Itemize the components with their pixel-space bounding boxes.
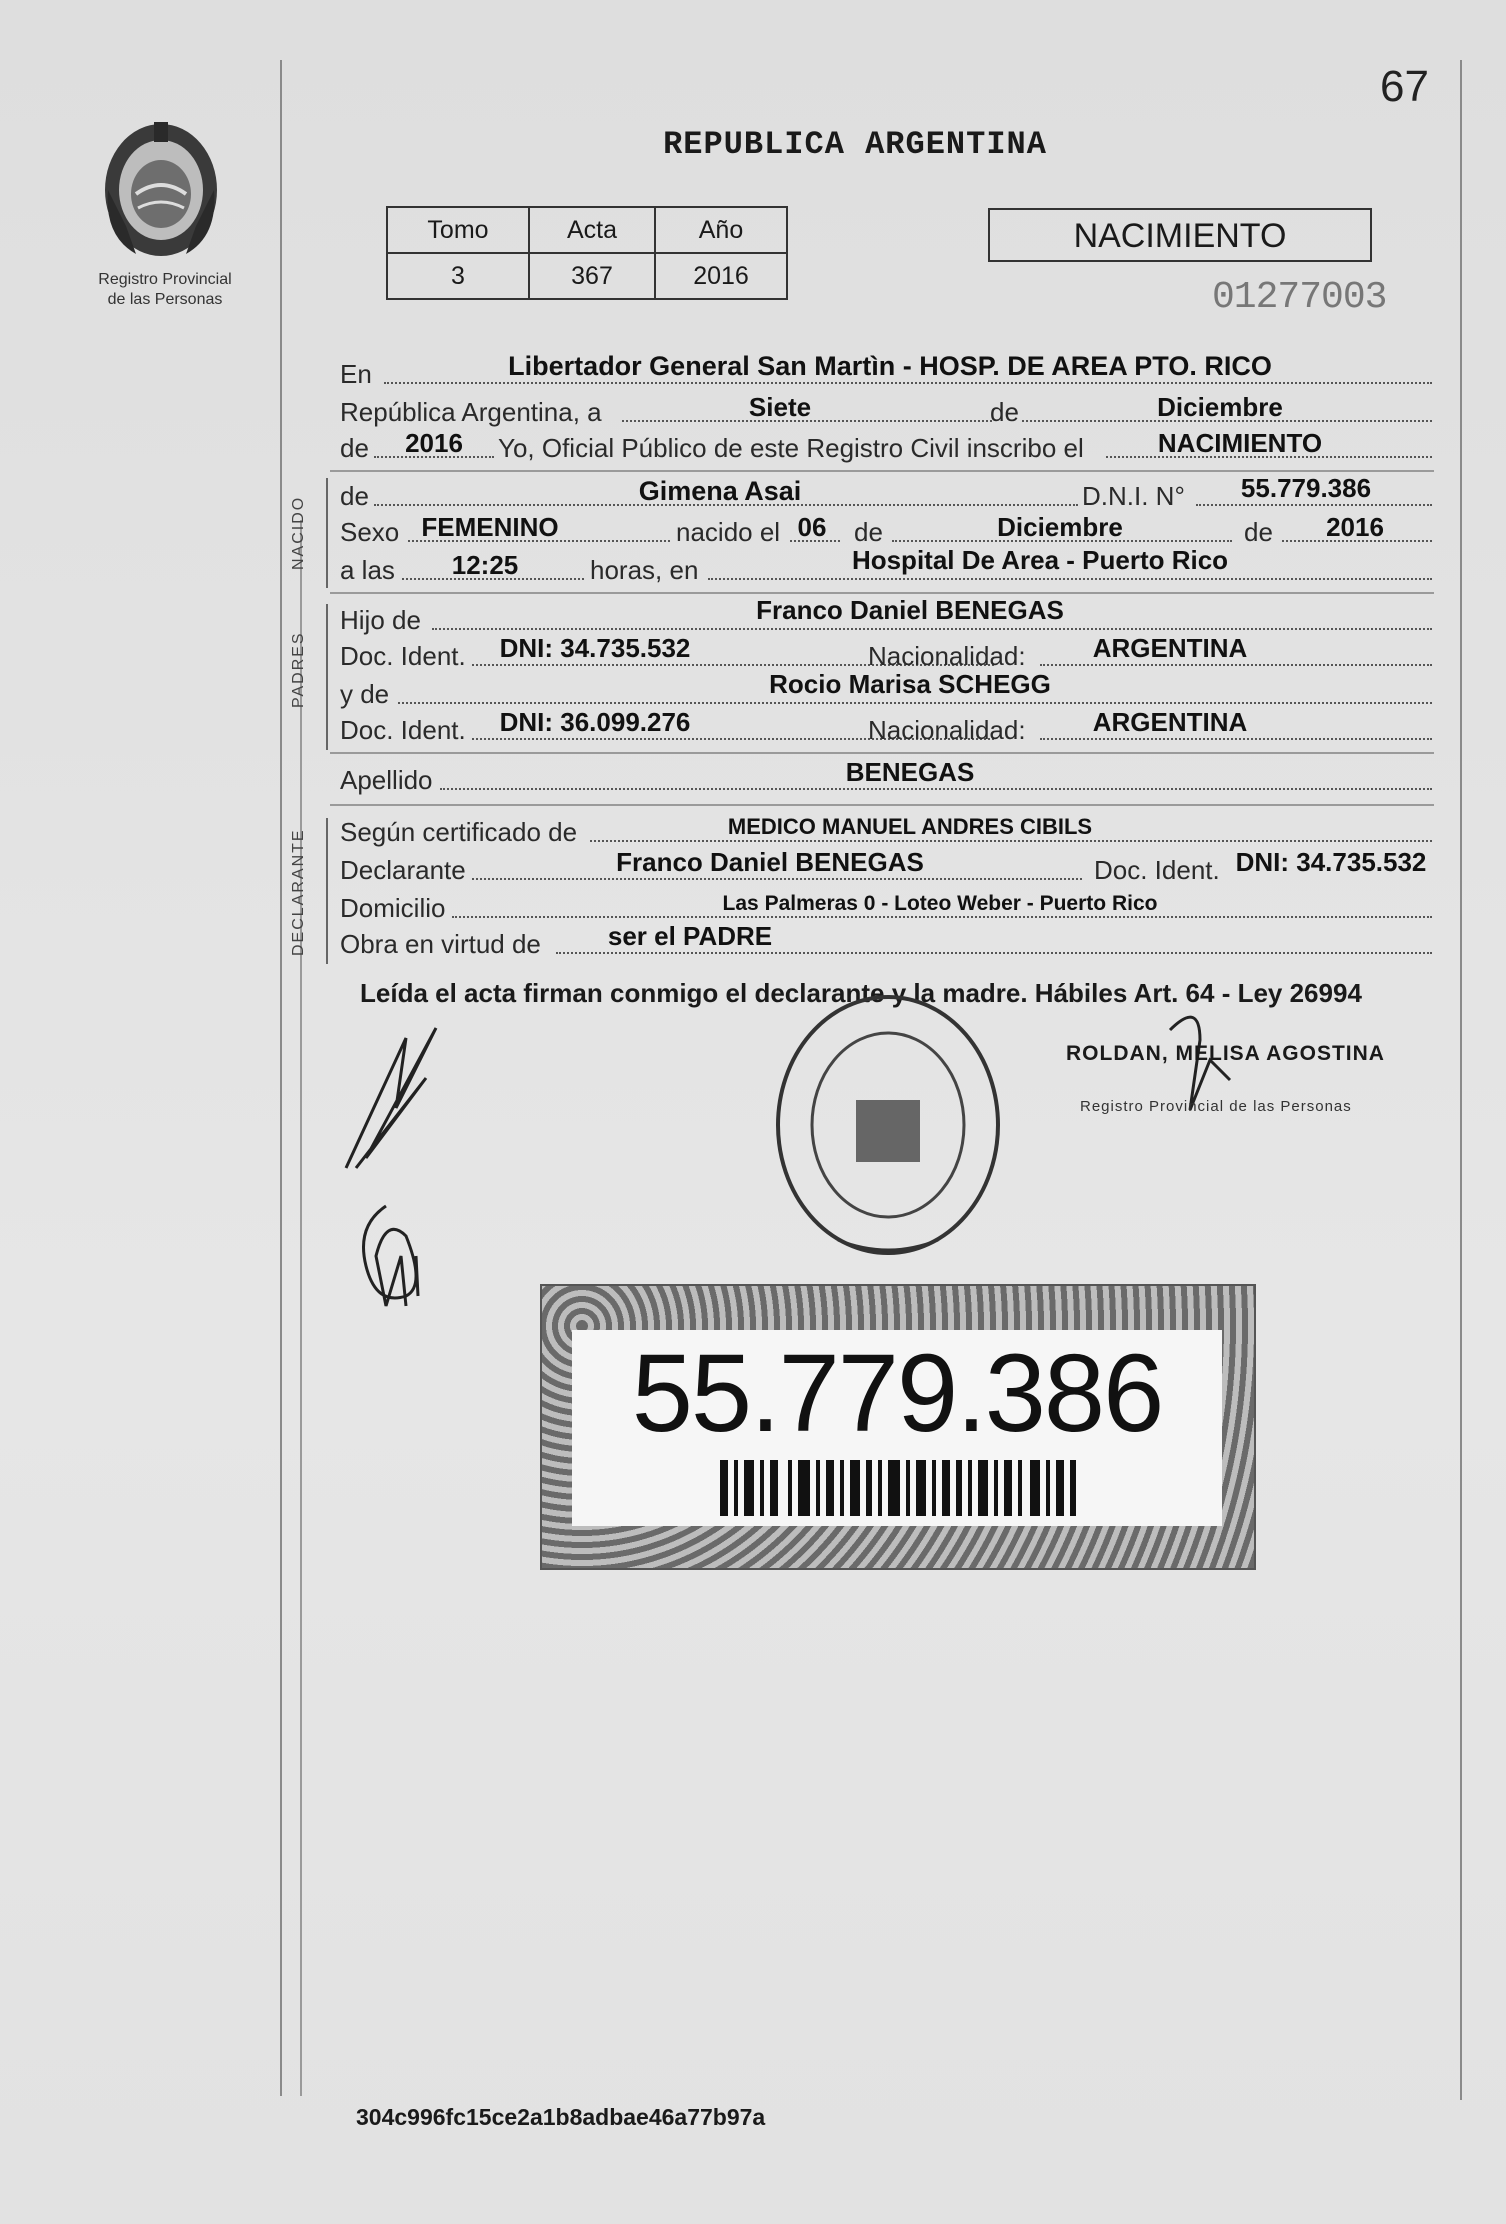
label-obra: Obra en virtud de [340, 929, 541, 959]
value-birth-year: 2016 [1326, 512, 1384, 542]
value-child-name: Gimena Asai [638, 476, 802, 506]
value-mother-name: Rocio Marisa SCHEGG [769, 669, 1051, 699]
value-place: Libertador General San Martìn - HOSP. DE AREA PTO. RICO [508, 351, 1272, 381]
label-republica: República Argentina, a [340, 397, 602, 427]
official-office: Registro Provincial de las Personas [1080, 1098, 1352, 1115]
inner-margin-line [300, 520, 302, 2096]
label-y-de: y de [340, 679, 390, 709]
section-label-padres: PADRES [290, 631, 307, 708]
record-type-rule [988, 260, 1370, 262]
acta-table-value-row [387, 253, 787, 299]
value-mother-nationality: ARGENTINA [1092, 707, 1248, 737]
row-certificado [340, 814, 1432, 848]
declarant-signature-icon [336, 1018, 466, 1178]
closing-statement: Leída el acta firman conmigo el declarante y la madre. Hábiles Art. 64 - Ley 26994 [360, 978, 1362, 1008]
label-de-name: de [340, 481, 369, 511]
label-doc-ident: Doc. Ident. [340, 641, 466, 671]
row-declarante [340, 847, 1432, 886]
document-title: REPUBLICA ARGENTINA [663, 126, 1047, 163]
row-name [340, 473, 1432, 512]
value-sexo: FEMENINO [421, 512, 559, 542]
header-tomo: Tomo [387, 207, 529, 253]
row-mother-doc [340, 707, 1432, 746]
dni-sticker-number: 55.779.386 [631, 1332, 1163, 1455]
value-year: 2016 [655, 253, 787, 299]
acta-table-header-row [387, 207, 787, 253]
label-de-birth-year: de [1244, 517, 1273, 547]
value-father-name: Franco Daniel BENEGAS [756, 595, 1064, 625]
serial-number: 01277003 [1212, 276, 1387, 319]
registry-seal-stamp [768, 990, 1008, 1260]
value-obra: ser el PADRE [607, 921, 773, 951]
dotted-line [1196, 504, 1432, 506]
label-hijo-de: Hijo de [340, 605, 421, 635]
row-time-place [340, 545, 1432, 586]
dotted-line [590, 840, 1432, 842]
dni-sticker [540, 1284, 1256, 1570]
right-margin-line [1460, 60, 1462, 2100]
value-acta: 367 [529, 253, 655, 299]
label-de-month: de [854, 517, 883, 547]
province-crest-icon [96, 116, 226, 262]
value-tomo: 3 [387, 253, 529, 299]
tomo-acta-year-table [386, 206, 788, 300]
label-nacionalidad: Nacionalidad: [868, 715, 1026, 745]
record-type-box: NACIMIENTO [988, 208, 1372, 262]
value-certificado: MEDICO MANUEL ANDRES CIBILS [727, 814, 1093, 839]
dni-sticker-inner [572, 1330, 1222, 1526]
label-nacido-el: nacido el [676, 517, 781, 547]
section-bar [326, 604, 328, 750]
dotted-line [440, 788, 1432, 790]
row-obra [340, 921, 1432, 960]
value-birth-time: 12:25 [451, 550, 519, 580]
dotted-line [398, 702, 1432, 704]
label-certificado: Según certificado de [340, 817, 578, 847]
dotted-line [708, 578, 1432, 580]
value-father-nationality: ARGENTINA [1092, 633, 1248, 663]
separator [330, 470, 1434, 472]
row-domicilio [340, 890, 1432, 924]
separator [330, 804, 1434, 806]
left-margin-line [280, 60, 282, 2096]
dotted-line [472, 878, 1082, 880]
row-father-name [340, 595, 1432, 636]
section-bar [326, 818, 328, 964]
label-domicilio: Domicilio [340, 893, 446, 923]
value-year: 2016 [405, 428, 463, 458]
label-apellido: Apellido [340, 765, 433, 795]
page-number: 67 [1380, 62, 1429, 111]
label-horas: horas, en [590, 555, 699, 585]
org-line-1: Registro Provincial [98, 271, 232, 288]
dotted-line [1040, 738, 1432, 740]
value-declarante: Franco Daniel BENEGAS [616, 847, 924, 877]
row-mother-name [340, 669, 1432, 710]
value-mother-doc: DNI: 36.099.276 [499, 707, 691, 737]
value-acta-kind: NACIMIENTO [1157, 428, 1323, 458]
section-bar [326, 478, 328, 588]
value-apellido: BENEGAS [845, 757, 975, 787]
dotted-line [432, 628, 1432, 630]
org-name [60, 270, 270, 310]
value-birth-month: Diciembre [997, 512, 1123, 542]
mother-signature-icon [346, 1196, 436, 1326]
label-declarante: Declarante [340, 855, 466, 885]
value-birth-day: 06 [797, 512, 827, 542]
section-label-declarante: DECLARANTE [290, 828, 307, 956]
value-father-doc: DNI: 34.735.532 [499, 633, 691, 663]
header-year: Año [655, 207, 787, 253]
value-child-dni: 55.779.386 [1240, 473, 1372, 503]
value-birth-place: Hospital De Area - Puerto Rico [851, 545, 1229, 575]
dotted-line [452, 916, 1432, 918]
org-line-2: de las Personas [107, 291, 223, 308]
label-en: En [340, 359, 372, 389]
row-apellido [340, 757, 1432, 796]
label-doc-ident: Doc. Ident. [340, 715, 466, 745]
document-hash: 304c996fc15ce2a1b8adbae46a77b97a [356, 2104, 766, 2130]
label-de: de [990, 397, 1019, 427]
separator [330, 752, 1434, 754]
value-day-words: Siete [748, 392, 812, 422]
row-date [340, 394, 1432, 428]
section-label-nacido: NACIDO [290, 495, 307, 570]
label-nacionalidad: Nacionalidad: [868, 641, 1026, 671]
label-dni: D.N.I. N° [1082, 481, 1185, 511]
label-de-year: de [340, 433, 369, 463]
header-acta: Acta [529, 207, 655, 253]
label-oficial: Yo, Oficial Público de este Registro Civil inscribo el [498, 433, 1084, 463]
value-month: Diciembre [1157, 392, 1283, 422]
row-father-doc [340, 633, 1432, 672]
dotted-line [1040, 664, 1432, 666]
label-declarante-doc: Doc. Ident. [1094, 855, 1220, 885]
dotted-line [384, 382, 1432, 384]
official-name: ROLDAN, MELISA AGOSTINA [1066, 1042, 1385, 1065]
row-sex-birthdate [340, 514, 1432, 548]
dotted-line [556, 952, 1432, 954]
row-inscription [340, 430, 1432, 464]
row-place [340, 351, 1432, 390]
value-declarante-doc: DNI: 34.735.532 [1235, 847, 1427, 877]
value-domicilio: Las Palmeras 0 - Loteo Weber - Puerto Rico [722, 892, 1158, 915]
label-a-las: a las [340, 555, 395, 585]
separator [330, 592, 1434, 594]
barcode-icon [720, 1460, 1080, 1516]
label-sexo: Sexo [340, 517, 400, 547]
